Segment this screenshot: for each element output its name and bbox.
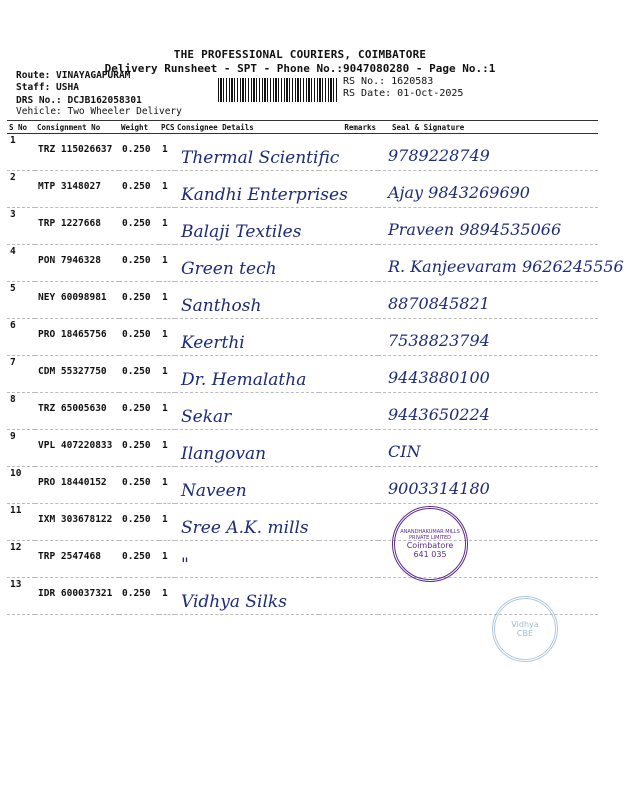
row-signature xyxy=(378,282,598,319)
pcs-value: 1 xyxy=(162,440,168,451)
row-remarks xyxy=(319,134,378,171)
row-consignment xyxy=(35,134,119,171)
table-row xyxy=(7,282,598,319)
row-weight xyxy=(119,356,159,393)
table-row xyxy=(7,393,598,430)
signature-handwriting: Praveen 9894535066 xyxy=(388,220,562,239)
row-weight xyxy=(119,504,159,541)
pcs-value: 1 xyxy=(162,514,168,525)
row-signature xyxy=(378,356,598,393)
row-pcs xyxy=(159,134,175,171)
row-pcs xyxy=(159,282,175,319)
signature-handwriting: CIN xyxy=(388,442,421,461)
row-remarks xyxy=(319,282,378,319)
signature-handwriting: 9003314180 xyxy=(388,479,490,498)
signature-handwriting: 7538823794 xyxy=(388,331,490,350)
row-pcs xyxy=(159,356,175,393)
row-weight xyxy=(119,282,159,319)
row-weight xyxy=(119,430,159,467)
row-sno xyxy=(7,467,35,504)
row-pcs xyxy=(159,245,175,282)
vehicle-label: Vehicle: Two Wheeler Delivery xyxy=(16,106,182,117)
sno-value: 1 xyxy=(10,135,16,146)
table-row xyxy=(7,208,598,245)
col-signature: Seal & Signature xyxy=(378,121,598,134)
row-sno xyxy=(7,208,35,245)
row-pcs xyxy=(159,578,175,615)
row-weight xyxy=(119,467,159,504)
page-title: THE PROFESSIONAL COURIERS, COIMBATORE xyxy=(173,48,427,61)
pcs-value: 1 xyxy=(162,181,168,192)
signature-handwriting: Ajay 9843269690 xyxy=(388,183,530,202)
consignment-value: TRZ 115026637 xyxy=(38,144,113,155)
row-sno xyxy=(7,171,35,208)
signature-handwriting: 9443650224 xyxy=(388,405,490,424)
row-consignment xyxy=(35,541,119,578)
row-consignment xyxy=(35,393,119,430)
row-consignment xyxy=(35,282,119,319)
table-row xyxy=(7,245,598,282)
row-sno xyxy=(7,578,35,615)
sno-value: 6 xyxy=(10,320,16,331)
sno-value: 13 xyxy=(10,579,22,590)
weight-value: 0.250 xyxy=(122,144,151,155)
weight-value: 0.250 xyxy=(122,477,151,488)
row-pcs xyxy=(159,208,175,245)
signature-handwriting: 8870845821 xyxy=(388,294,490,313)
row-pcs xyxy=(159,504,175,541)
consignment-value: PRO 18440152 xyxy=(38,477,107,488)
row-pcs xyxy=(159,171,175,208)
row-sno xyxy=(7,504,35,541)
col-remarks: Remarks xyxy=(319,121,378,134)
weight-value: 0.250 xyxy=(122,440,151,451)
row-signature xyxy=(378,393,598,430)
shop-stamp xyxy=(492,596,558,662)
row-remarks xyxy=(319,467,378,504)
row-pcs xyxy=(159,541,175,578)
row-remarks xyxy=(319,430,378,467)
sno-value: 12 xyxy=(10,542,22,553)
row-remarks xyxy=(319,541,378,578)
row-weight xyxy=(119,245,159,282)
row-sno xyxy=(7,319,35,356)
row-weight xyxy=(119,208,159,245)
row-pcs xyxy=(159,430,175,467)
row-consignee xyxy=(175,467,319,504)
row-remarks xyxy=(319,356,378,393)
col-sno: S No xyxy=(7,121,35,134)
drs-number: DRS No.: DCJB162058301 xyxy=(16,95,142,106)
col-weight: Weight xyxy=(119,121,159,134)
row-pcs xyxy=(159,319,175,356)
stamp-pincode: 641 035 xyxy=(413,550,447,559)
row-sno xyxy=(7,134,35,171)
signature-handwriting: R. Kanjeevaram 9626245556 xyxy=(388,257,624,276)
row-sno xyxy=(7,393,35,430)
row-signature xyxy=(378,171,598,208)
sno-value: 9 xyxy=(10,431,16,442)
row-consignment xyxy=(35,245,119,282)
row-weight xyxy=(119,541,159,578)
sno-value: 3 xyxy=(10,209,16,220)
row-pcs xyxy=(159,393,175,430)
row-consignment xyxy=(35,467,119,504)
row-sno xyxy=(7,282,35,319)
row-consignee xyxy=(175,134,340,171)
barcode xyxy=(218,78,338,102)
consignee-handwriting: Green tech xyxy=(181,259,277,279)
table-row xyxy=(7,319,598,356)
row-consignee xyxy=(175,541,319,578)
consignment-value: TRP 1227668 xyxy=(38,218,101,229)
col-consignment: Consignment No xyxy=(35,121,119,134)
consignment-value: IDR 600037321 xyxy=(38,588,113,599)
row-consignee xyxy=(175,208,319,245)
weight-value: 0.250 xyxy=(122,181,151,192)
weight-value: 0.250 xyxy=(122,329,151,340)
row-consignment xyxy=(35,356,119,393)
sno-value: 4 xyxy=(10,246,16,257)
row-consignee xyxy=(175,282,319,319)
consignee-handwriting: Naveen xyxy=(181,481,247,501)
pcs-value: 1 xyxy=(162,292,168,303)
company-stamp xyxy=(392,506,468,582)
pcs-value: 1 xyxy=(162,588,168,599)
row-consignment xyxy=(35,208,119,245)
row-consignment xyxy=(35,578,119,615)
row-consignment xyxy=(35,504,119,541)
consignment-value: PRO 18465756 xyxy=(38,329,107,340)
col-consignee: Consignee Details xyxy=(175,121,319,134)
rs-number: RS No.: 1620583 xyxy=(343,76,434,87)
consignee-handwriting: Balaji Textiles xyxy=(181,222,302,242)
weight-value: 0.250 xyxy=(122,514,151,525)
row-remarks xyxy=(319,171,378,208)
consignee-handwriting: Dr. Hemalatha xyxy=(181,370,307,390)
row-consignee xyxy=(175,578,319,615)
consignee-handwriting: Thermal Scientific xyxy=(181,148,340,168)
pcs-value: 1 xyxy=(162,329,168,340)
row-sno xyxy=(7,541,35,578)
weight-value: 0.250 xyxy=(122,366,151,377)
route-label: Route: VINAYAGAPURAM xyxy=(16,70,131,81)
row-consignment xyxy=(35,319,119,356)
consignment-value: VPL 407220833 xyxy=(38,440,113,451)
consignment-value: NEY 60098981 xyxy=(38,292,107,303)
row-remarks xyxy=(319,319,378,356)
pcs-value: 1 xyxy=(162,403,168,414)
table-row xyxy=(7,467,598,504)
pcs-value: 1 xyxy=(162,366,168,377)
row-pcs xyxy=(159,467,175,504)
signature-handwriting: 9789228749 xyxy=(388,146,490,165)
stamp-city: Coimbatore xyxy=(406,541,454,550)
col-pcs: PCS xyxy=(161,122,175,132)
row-consignee xyxy=(175,171,348,208)
pcs-value: 1 xyxy=(162,218,168,229)
row-remarks xyxy=(319,245,378,282)
table-row xyxy=(7,171,598,208)
row-weight xyxy=(119,319,159,356)
row-weight xyxy=(119,171,159,208)
weight-value: 0.250 xyxy=(122,218,151,229)
consignee-handwriting: Kandhi Enterprises xyxy=(181,185,348,205)
row-signature xyxy=(378,319,598,356)
table-row xyxy=(7,541,598,578)
row-weight xyxy=(119,134,159,171)
weight-value: 0.250 xyxy=(122,551,151,562)
row-remarks xyxy=(319,504,378,541)
table-header-row xyxy=(7,121,598,134)
consignment-value: PON 7946328 xyxy=(38,255,101,266)
row-consignment xyxy=(35,171,119,208)
row-sno xyxy=(7,356,35,393)
row-consignee xyxy=(175,356,319,393)
row-signature xyxy=(378,467,598,504)
table-row xyxy=(7,356,598,393)
staff-label: Staff: USHA xyxy=(16,82,79,93)
row-sno xyxy=(7,430,35,467)
pcs-value: 1 xyxy=(162,551,168,562)
row-consignee xyxy=(175,245,319,282)
row-signature xyxy=(378,578,598,615)
weight-value: 0.250 xyxy=(122,255,151,266)
signature-handwriting: 9443880100 xyxy=(388,368,490,387)
table-row xyxy=(7,134,598,171)
stamp2-name: Vidhya xyxy=(511,620,539,629)
row-signature xyxy=(378,245,624,282)
weight-value: 0.250 xyxy=(122,403,151,414)
row-consignee xyxy=(175,393,319,430)
sno-value: 7 xyxy=(10,357,16,368)
consignee-handwriting: Santhosh xyxy=(181,296,262,316)
consignee-handwriting: Vidhya Silks xyxy=(181,592,287,612)
table-row xyxy=(7,504,598,541)
row-signature xyxy=(378,208,598,245)
consignment-value: CDM 55327750 xyxy=(38,366,107,377)
pcs-value: 1 xyxy=(162,477,168,488)
consignment-value: TRZ 65005630 xyxy=(38,403,107,414)
row-consignee xyxy=(175,430,319,467)
row-signature xyxy=(378,134,598,171)
sno-value: 11 xyxy=(10,505,22,516)
row-weight xyxy=(119,578,159,615)
consignee-handwriting: Sekar xyxy=(181,407,232,427)
consignment-value: MTP 3148027 xyxy=(38,181,101,192)
row-consignment xyxy=(35,430,119,467)
pcs-value: 1 xyxy=(162,255,168,266)
consignment-value: TRP 2547468 xyxy=(38,551,101,562)
stamp-company: ANANDHAKUMAR MILLS PRIVATE LIMITED xyxy=(400,529,460,541)
sno-value: 2 xyxy=(10,172,16,183)
row-weight xyxy=(119,393,159,430)
consignee-handwriting: Ilangovan xyxy=(181,444,267,464)
sno-value: 5 xyxy=(10,283,16,294)
consignee-handwriting: Sree A.K. mills xyxy=(181,518,309,538)
stamp2-city: CBE xyxy=(516,629,534,638)
consignment-value: IXM 303678122 xyxy=(38,514,113,525)
runsheet-table xyxy=(7,120,624,615)
table-row xyxy=(7,430,598,467)
row-consignee xyxy=(175,319,319,356)
page-subtitle: Delivery Runsheet - SPT - Phone No.:9047080280 - Page No.:1 xyxy=(104,62,496,75)
row-remarks xyxy=(319,578,378,615)
weight-value: 0.250 xyxy=(122,292,151,303)
row-remarks xyxy=(319,208,378,245)
rs-date: RS Date: 01-Oct-2025 xyxy=(343,88,464,99)
pcs-value: 1 xyxy=(162,144,168,155)
consignee-handwriting: Keerthi xyxy=(181,333,245,353)
sno-value: 10 xyxy=(10,468,22,479)
row-remarks xyxy=(319,393,378,430)
sno-value: 8 xyxy=(10,394,16,405)
consignee-handwriting: " xyxy=(181,555,189,575)
row-sno xyxy=(7,245,35,282)
weight-value: 0.250 xyxy=(122,588,151,599)
row-consignee xyxy=(175,504,319,541)
row-signature xyxy=(378,430,598,467)
